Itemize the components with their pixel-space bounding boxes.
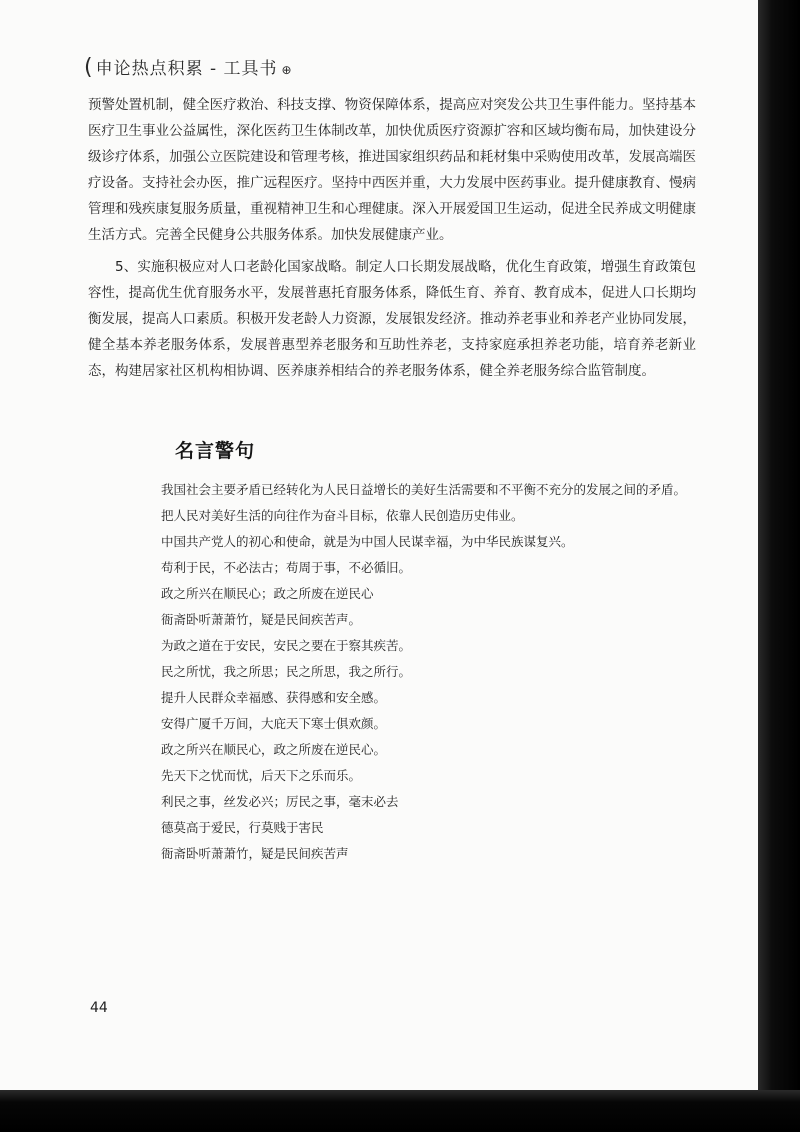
quote-item: 把人民对美好生活的向往作为奋斗目标，依靠人民创造历史伟业。 xyxy=(161,508,524,523)
header-bracket: ( xyxy=(84,55,94,80)
quote-item: 为政之道在于安民，安民之要在于察其疾苦。 xyxy=(161,638,412,653)
scan-bottom-edge xyxy=(0,1090,800,1132)
quote-item: 提升人民群众幸福感、获得感和安全感。 xyxy=(161,690,387,705)
quote-item: 德莫高于爱民，行莫贱于害民 xyxy=(161,820,324,835)
paragraph-health: 预警处置机制，健全医疗救治、科技支撑、物资保障体系，提高应对突发公共卫生事件能力。坚持基本医疗卫生事业公益属性，深化医药卫生体制改革，加快优质医疗资源扩容和区域均衡布局，加快建设分级诊疗体系，加强公立医院建设和管理考核，推进国家组织药品和耗材集中采购使用改革，发展高端医疗设备。支持社会办医，推广远程医疗。坚持中西医并重，大力发展中医药事业。提升健康教育、慢病管理和残疾康复服务质量，重视精神卫生和心理健康。深入开展爱国卫生运动，促进全民养成文明健康生活方式。完善全民健身公共服务体系。加快发展健康产业。 xyxy=(88,97,696,243)
quote-item: 苟利于民，不必法古；苟周于事，不必循旧。 xyxy=(161,560,412,575)
scan-right-edge xyxy=(758,0,800,1132)
header-title: 申论热点积累 - 工具书 xyxy=(95,59,278,79)
quote-item: 衙斋卧听萧萧竹，疑是民间疾苦声。 xyxy=(161,612,362,627)
quote-item: 民之所忧，我之所思；民之所思，我之所行。 xyxy=(161,664,412,679)
quote-item: 先天下之忧而忧，后天下之乐而乐。 xyxy=(161,768,362,783)
quote-item: 政之所兴在顺民心；政之所废在逆民心 xyxy=(161,586,374,601)
quote-item: 我国社会主要矛盾已经转化为人民日益增长的美好生活需要和不平衡不充分的发展之间的矛盾。 xyxy=(161,482,687,497)
page-number: 44 xyxy=(90,1000,108,1016)
header-mark-icon: ⊕ xyxy=(281,63,293,77)
quote-item: 衙斋卧听萧萧竹，疑是民间疾苦声 xyxy=(161,846,349,861)
quote-item: 政之所兴在顺民心，政之所废在逆民心。 xyxy=(161,742,387,757)
quote-item: 利民之事，丝发必兴；厉民之事，毫末必去 xyxy=(161,794,399,809)
section-title: 名言警句 xyxy=(175,440,256,462)
quote-item: 中国共产党人的初心和使命，就是为中国人民谋幸福，为中华民族谋复兴。 xyxy=(161,534,574,549)
page-header xyxy=(84,54,293,80)
body-text xyxy=(88,92,696,384)
paragraph-aging: 5、实施积极应对人口老龄化国家战略。制定人口长期发展战略，优化生育政策，增强生育政策包容性，提高优生优育服务水平，发展普惠托育服务体系，降低生育、养育、教育成本，促进人口长期均衡发展，提高人口素质。积极开发老龄人力资源，发展银发经济。推动养老事业和养老产业协同发展，健全基本养老服务体系，发展普惠型养老服务和互助性养老，支持家庭承担养老功能，培育养老新业态，构建居家社区机构相协调、医养康养相结合的养老服务体系，健全养老服务综合监管制度。 xyxy=(88,259,696,379)
quote-item: 安得广厦千万间，大庇天下寒士俱欢颜。 xyxy=(161,716,387,731)
quotes-list xyxy=(136,477,696,867)
